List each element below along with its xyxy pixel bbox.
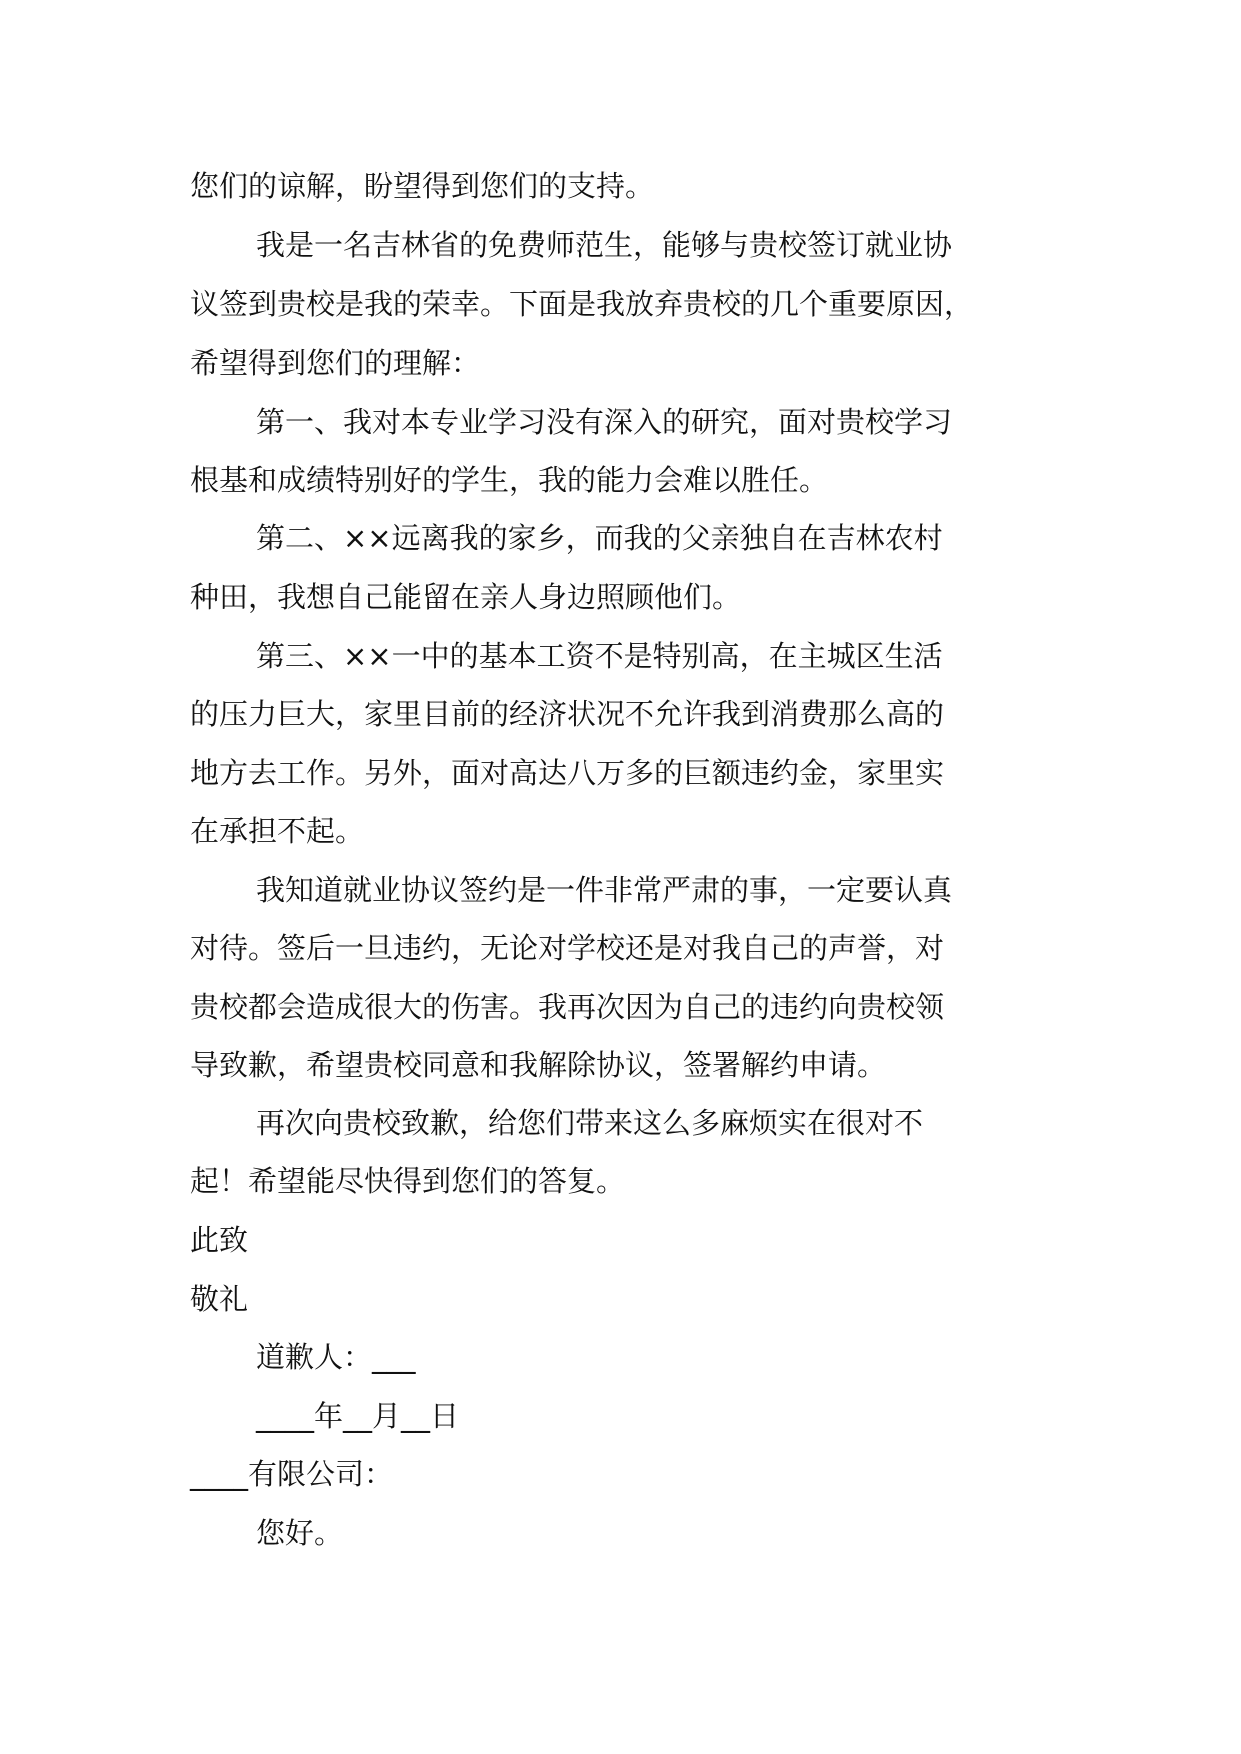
text-line: 种田，我想自己能留在亲人身边照顾他们。 [190, 580, 742, 614]
text-line: 我是一名吉林省的免费师范生，能够与贵校签订就业协 [256, 228, 953, 262]
text-line: 第三、××一中的基本工资不是特别高，在主城区生活 [256, 639, 943, 673]
text-line: 的压力巨大，家里目前的经济状况不允许我到消费那么高的 [190, 697, 945, 731]
text-line: 您们的谅解，盼望得到您们的支持。 [190, 169, 655, 203]
text-line: 对待。签后一旦违约，无论对学校还是对我自己的声誉，对 [190, 931, 945, 965]
text-line: 议签到贵校是我的荣幸。下面是我放弃贵校的几个重要原因， [190, 287, 974, 321]
closing-line: 此致 [190, 1223, 249, 1257]
text-line: 地方去工作。另外，面对高达八万多的巨额违约金，家里实 [190, 756, 945, 790]
text-line: 第一、我对本专业学习没有深入的研究，面对贵校学习 [256, 405, 953, 439]
salutation-line: ____有限公司： [190, 1457, 394, 1491]
text-line: 贵校都会造成很大的伤害。我再次因为自己的违约向贵校领 [190, 990, 945, 1024]
date-line: ____年__月__日 [256, 1399, 460, 1433]
text-line: 起！希望能尽快得到您们的答复。 [190, 1164, 626, 1198]
closing-line: 敬礼 [190, 1282, 249, 1316]
text-line: 第二、××远离我的家乡，而我的父亲独自在吉林农村 [256, 521, 943, 555]
text-line: 在承担不起。 [190, 814, 365, 848]
signature-line: 道歉人：___ [256, 1340, 416, 1374]
text-line: 导致歉，希望贵校同意和我解除协议，签署解约申请。 [190, 1048, 887, 1082]
text-line: 根基和成绩特别好的学生，我的能力会难以胜任。 [190, 463, 829, 497]
text-line: 我知道就业协议签约是一件非常严肃的事，一定要认真 [256, 873, 953, 907]
text-line: 再次向贵校致歉，给您们带来这么多麻烦实在很对不 [256, 1106, 924, 1140]
text-line: 希望得到您们的理解： [190, 346, 481, 380]
greeting-line: 您好。 [256, 1516, 344, 1550]
